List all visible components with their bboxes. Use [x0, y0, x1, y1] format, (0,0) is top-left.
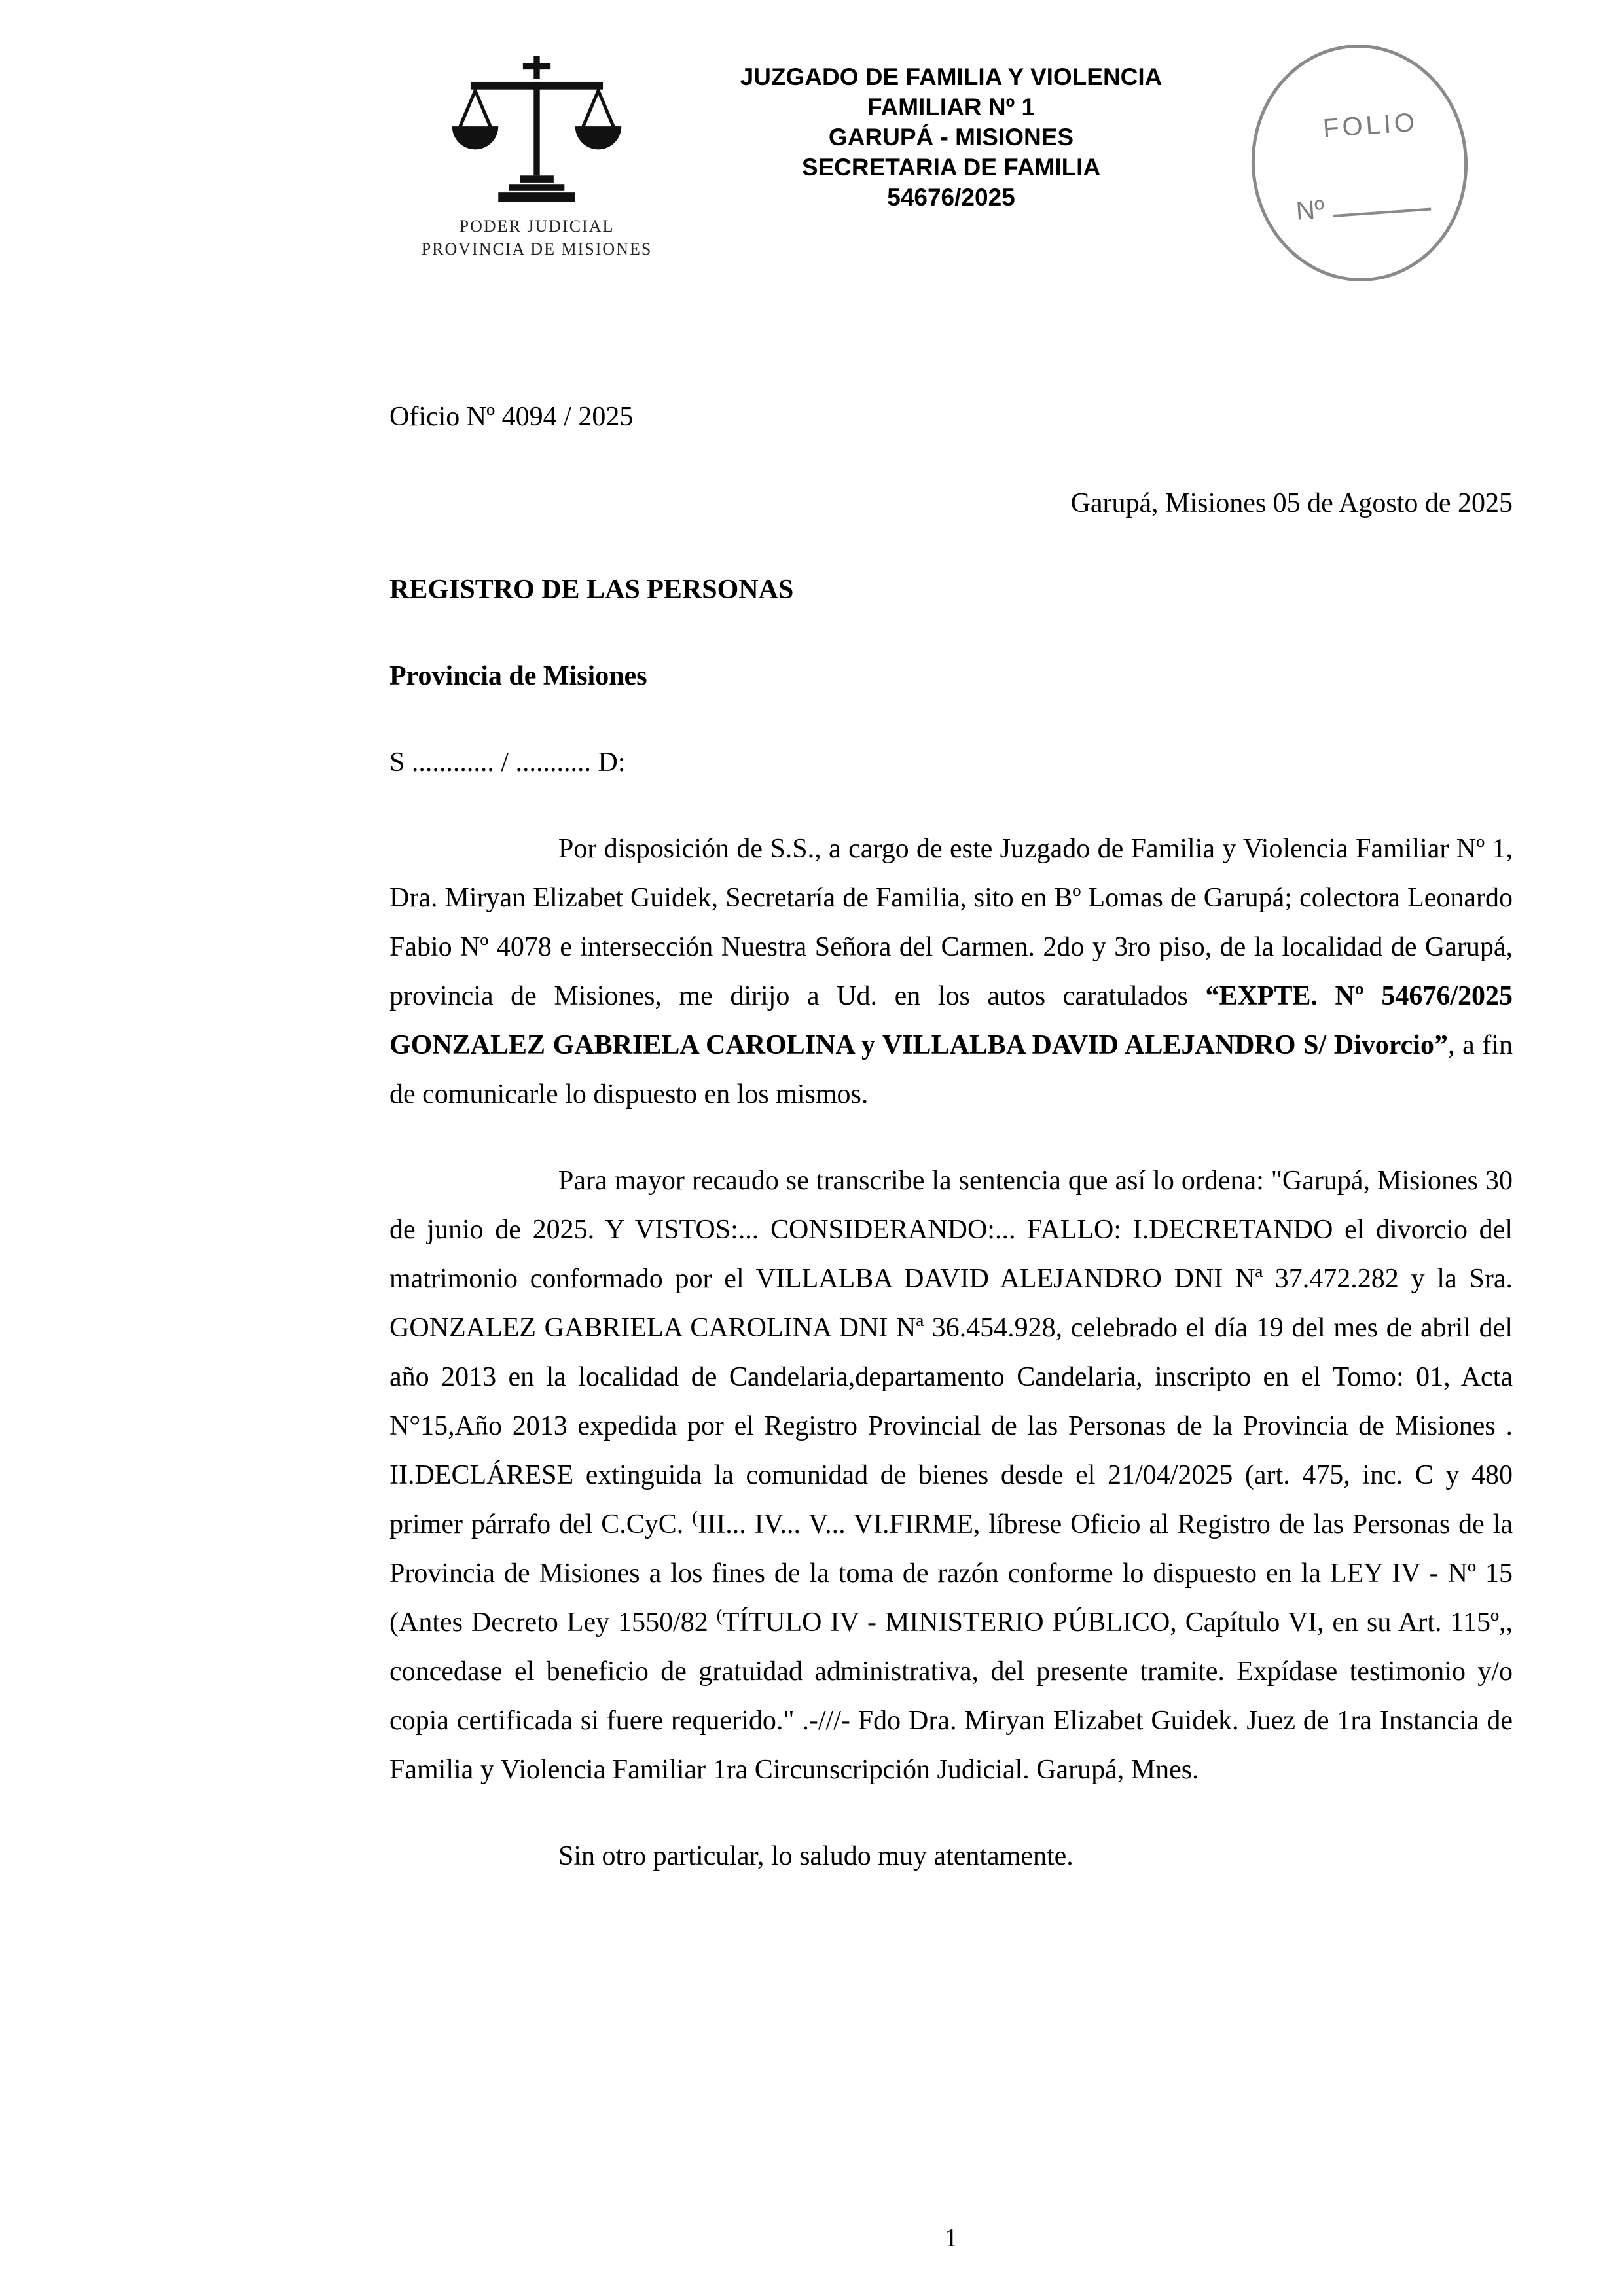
paragraph-sentencia-text-3: TÍTULO IV - MINISTERIO PÚBLICO, Capítulo VI, en su Art. 115º,, concedase el beneficio de gratuidad administrativa, del presente tramite. Expídase testimonio y/o copia certificada si fuere requerido." .-///- Fdo Dra. Miryan Elizabet Guidek. Juez de 1ra Instancia de Familia y Violencia Familiar 1ra Circunscripción Judicial. Garupá, Mnes. — [389, 1607, 1513, 1785]
addressee-title: REGISTRO DE LAS PERSONAS — [389, 575, 794, 605]
letterhead — [0, 0, 1624, 367]
court-heading-line-2: FAMILIAR Nº 1 — [867, 94, 1036, 120]
paragraph-sentencia-text-1: Para mayor recaudo se transcribe la sentencia que así lo ordena: "Garupá, Misiones 30 de junio de 2025. Y VISTOS:... CONSIDERANDO:... FALLO: I.DECRETANDO el divorcio del matrimonio conformado por el VILLALBA DAVID ALEJANDRO DNI Nª 37.472.282 y la Sra. GONZALEZ GABRIELA CAROLINA DNI Nª 36.454.928, celebrado el día 19 del mes de abril del año 2013 en la localidad de Candelaria,departamento Candelaria, inscripto en el Tomo: 01, Acta N°15,Año 2013 expedida por el Registro Provincial de las Personas de la Provincia de Misiones . II.DECLÁRESE extinguida la comunidad de bienes desde el 21/04/2025 (art. 475, inc. C y 480 primer párrafo del C.CyC. — [389, 1166, 1513, 1539]
court-heading-line-4: SECRETARIA DE FAMILIA — [801, 154, 1101, 181]
stamp-number-label: Nº — [1295, 194, 1326, 226]
salutation: S ............ / ........... D: — [389, 747, 626, 778]
page-number: 1 — [945, 2223, 958, 2252]
stamp-folio-label: FOLIO — [1322, 107, 1419, 143]
stamp-number-blank-line — [1331, 186, 1431, 217]
document-body — [389, 393, 1513, 1918]
addressee-subtitle: Provincia de Misiones — [389, 661, 647, 691]
closing-line: Sin otro particular, lo saludo muy atentamente. — [558, 1841, 1074, 1871]
court-heading-line-3: GARUPÁ - MISIONES — [828, 124, 1074, 151]
logo-caption — [403, 215, 671, 260]
paragraph-disposicion — [389, 825, 1513, 1119]
oficio-number: Oficio Nº 4094 / 2025 — [389, 402, 634, 432]
stamp-number-row — [1295, 186, 1431, 226]
superscript-paren-1: ( — [692, 1507, 698, 1527]
case-caption: “EXPTE. Nº 54676/2025 GONZALEZ GABRIELA CAROLINA y VILLALBA DAVID ALEJANDRO S/ Divorcio” — [389, 981, 1513, 1060]
paragraph-disposicion-tail: , a fin de comunicarle lo dispuesto en los mismos. — [389, 1030, 1513, 1109]
court-heading-line-1: JUZGADO DE FAMILIA Y VIOLENCIA — [740, 63, 1163, 90]
paragraph-sentencia-text-2: III... IV... V... VI.FIRME, líbrese Oficio al Registro de las Personas de la Provincia de Misiones a los fines de la toma de razón conforme lo dispuesto en la LEY IV - Nº 15 (Antes Decreto Ley 1550/82 — [389, 1509, 1513, 1638]
date-line: Garupá, Misiones 05 de Agosto de 2025 — [1070, 488, 1513, 518]
court-heading-line-5: 54676/2025 — [887, 184, 1015, 211]
logo-caption-line1: PODER JUDICIAL — [459, 217, 615, 236]
paragraph-sentencia — [389, 1157, 1513, 1795]
superscript-paren-2: ( — [716, 1605, 723, 1625]
paragraph-disposicion-text: Por disposición de S.S., a cargo de este Juzgado de Familia y Violencia Familiar Nº 1, Dra. Miryan Elizabet Guidek, Secretaría de Familia, sito en Bº Lomas de Garupá; colectora Leonardo Fabio Nº 4078 e intersección Nuestra Señora del Carmen. 2do y 3ro piso, de la localidad de Garupá, provincia de Misiones, me dirijo a Ud. en los autos caratulados — [389, 834, 1513, 1011]
logo-caption-line2: PROVINCIA DE MISIONES — [421, 240, 653, 259]
page-footer — [389, 2222, 1513, 2253]
